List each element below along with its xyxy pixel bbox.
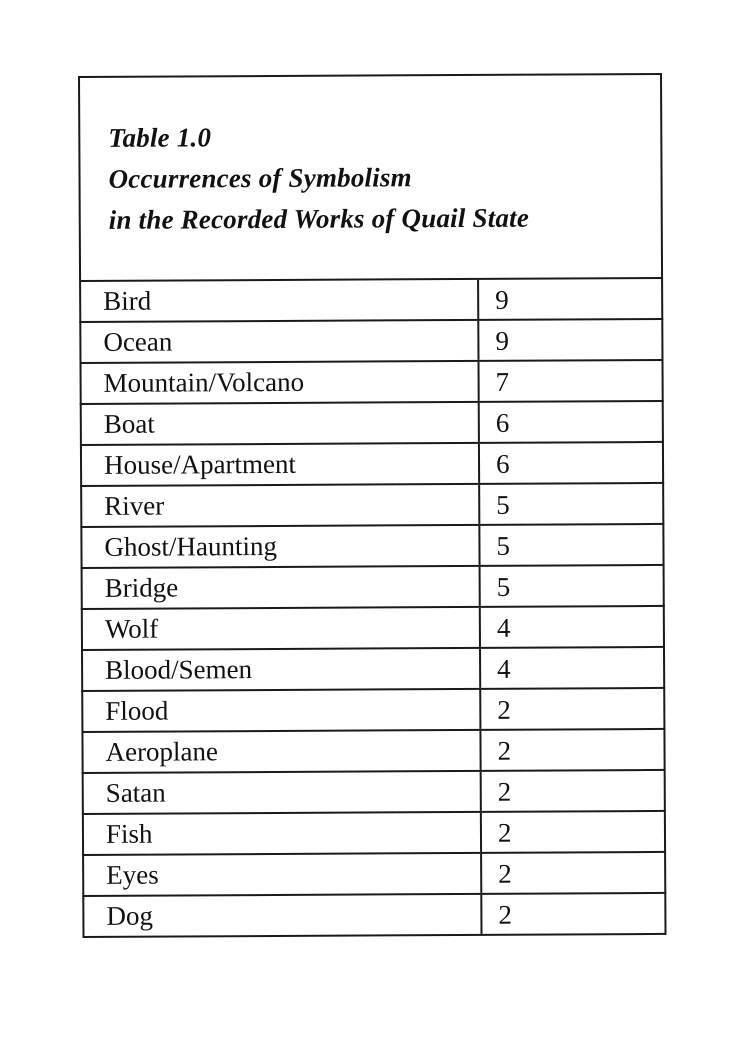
- count-cell: 2: [497, 735, 512, 766]
- table-row: [80, 525, 664, 569]
- symbol-cell: House/Apartment: [82, 444, 480, 485]
- symbol-cell: Aeroplane: [83, 731, 481, 772]
- table-row: [81, 648, 665, 692]
- table-row: [79, 320, 663, 364]
- symbol-cell: Ocean: [81, 321, 479, 362]
- count-cell: 5: [496, 571, 511, 602]
- count-cell: 6: [495, 448, 510, 479]
- symbol-cell: River: [82, 485, 480, 526]
- count-cell: 4: [497, 653, 511, 684]
- table-row: [80, 402, 664, 446]
- table-row: [82, 812, 666, 856]
- symbol-cell: Fish: [84, 813, 482, 854]
- symbol-cell: Mountain/Volcano: [82, 362, 480, 403]
- count-cell: 5: [496, 530, 511, 561]
- symbol-cell: Bridge: [83, 567, 481, 608]
- count-cell: 2: [497, 817, 512, 848]
- symbol-cell: Ghost/Haunting: [82, 526, 480, 567]
- table-row: [81, 730, 665, 774]
- table-row: [80, 443, 664, 487]
- table-row: [81, 689, 665, 733]
- count-cell: 2: [497, 694, 511, 725]
- table-subtitle: in the Recorded Works of Quail State: [108, 202, 530, 235]
- table-body: [79, 277, 666, 938]
- symbol-cell: Boat: [82, 403, 480, 444]
- symbol-cell: Dog: [84, 895, 482, 936]
- count-cell: 2: [498, 899, 512, 930]
- table-row: [79, 279, 663, 323]
- count-cell: 2: [498, 858, 512, 889]
- table-row: [82, 771, 666, 815]
- table-row: [81, 607, 665, 651]
- table-caption-box: [78, 73, 663, 280]
- count-cell: 5: [496, 489, 510, 520]
- table-row: [82, 894, 666, 938]
- symbol-cell: Bird: [81, 280, 479, 321]
- symbol-cell: Flood: [83, 690, 481, 731]
- count-cell: 7: [495, 366, 510, 397]
- count-cell: 2: [497, 776, 512, 807]
- table-title: Occurrences of Symbolism: [108, 162, 412, 194]
- table-row: [81, 566, 665, 610]
- table-number: Table 1.0: [108, 122, 212, 153]
- count-cell: 9: [495, 325, 509, 356]
- symbol-cell: Eyes: [84, 854, 482, 895]
- table-row: [80, 484, 664, 528]
- symbol-cell: Satan: [84, 772, 482, 813]
- symbol-cell: Wolf: [83, 608, 481, 649]
- symbol-cell: Blood/Semen: [83, 649, 481, 690]
- symbolism-table: [78, 73, 667, 938]
- table-row: [80, 361, 664, 405]
- count-cell: 9: [495, 284, 509, 315]
- table-row: [82, 853, 666, 897]
- count-cell: 4: [496, 612, 511, 643]
- count-cell: 6: [495, 407, 510, 438]
